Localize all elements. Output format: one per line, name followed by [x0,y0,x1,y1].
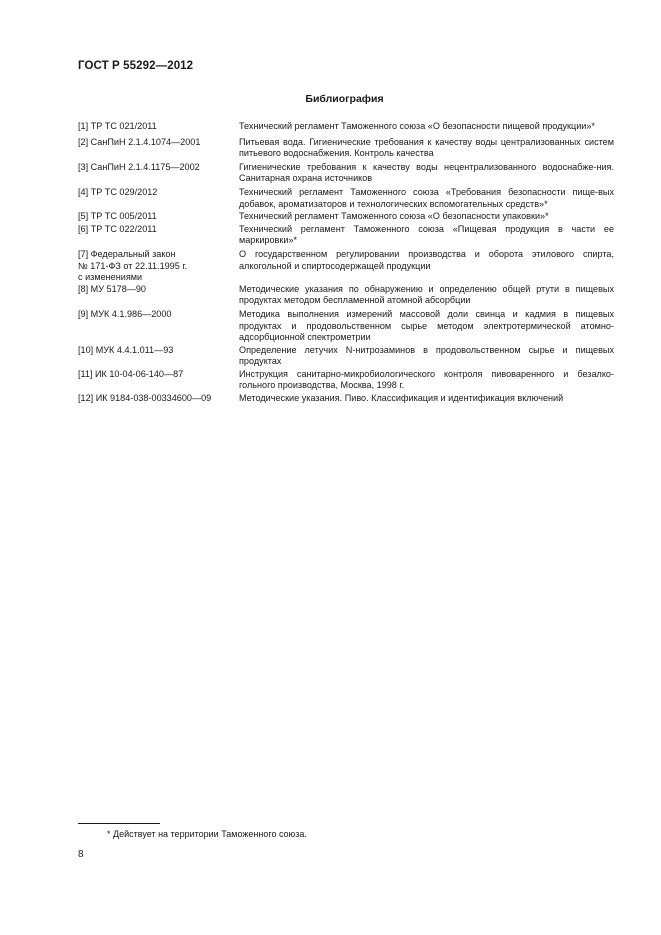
bibliography-entry [78,345,618,368]
page-number: 8 [78,849,84,860]
bibliography-entry [78,393,618,405]
bibliography-entry [78,187,618,210]
entry-reference: [1] ТР ТС 021/2011 [78,121,157,131]
bibliography-entry [78,224,618,247]
bibliography-entry [78,137,618,160]
entry-description: Питьевая вода. Гигиенические требования к качеству воды централизованных систем питьевого водоснабжения. Контроль качества [239,136,614,159]
entry-reference: [11] ИК 10-04-06-140—87 [78,368,184,379]
entry-reference: [5] ТР ТС 005/2011 [78,211,157,222]
bibliography-title: Библиография [305,93,384,105]
bibliography-entry [78,309,618,344]
entry-description: Гигиенические требования к качеству воды нецентрализованного водоснабже-ния. Санитарная охрана источников [239,161,614,184]
bibliography-entry [78,162,618,185]
bibliography-list [78,121,618,405]
bibliography-entry [78,369,618,392]
bibliography-entry [78,284,618,307]
entry-description: О государственном регулировании производства и оборота этилового спирта, алкогольной и спиртосодержащей продукции [239,248,614,271]
entry-reference: [2] СанПиН 2.1.4.1074—2001 [78,136,201,147]
entry-description: Технический регламент Таможенного союза «О безопасности пищевой продукции»* [239,121,595,131]
bibliography-entry [78,249,618,284]
entry-description: Инструкция санитарно-микробиологического контроля пивоваренного и безалко-гольного производства, Москва, 1998 г. [239,368,614,391]
entry-reference: [8] МУ 5178—90 [78,283,146,294]
footnote: * Действует на территории Таможенного союза. [107,829,307,839]
entry-description: Технический регламент Таможенного союза «О безопасности упаковки»* [239,211,549,222]
footnote-separator [78,823,160,824]
entry-description: Определение летучих N-нитрозаминов в продовольственном сырье и пищевых продуктах [239,344,614,367]
bibliography-entry [78,211,618,223]
bibliography-entry [78,121,618,133]
entry-description: Методика выполнения измерений массовой доли свинца и кадмия в пищевых продуктах и продовольственном сырье методом электротермической атомно-адсорбционной спектрометрии [239,308,614,343]
entry-reference: [3] СанПиН 2.1.4.1175—2002 [78,161,200,172]
entry-description: Технический регламент Таможенного союза «Требования безопасности пище-вых добавок, ароматизаторов и технологических вспомогательных средств»* [239,186,614,209]
entry-reference: [12] ИК 9184-038-00334600—09 [78,393,212,404]
entry-description: Методические указания. Пиво. Классификация и идентификация включений [239,393,564,404]
entry-reference: [7] Федеральный закон № 171-ФЗ от 22.11.1995 г. с изменениями [78,248,188,283]
standard-number: ГОСТ Р 55292—2012 [78,60,194,72]
entry-description: Технический регламент Таможенного союза «Пищевая продукция в части ее маркировки»* [239,223,614,246]
entry-reference: [4] ТР ТС 029/2012 [78,186,158,197]
entry-reference: [10] МУК 4.4.1.011—93 [78,344,174,355]
entry-description: Методические указания по обнаружению и определению общей ртути в пищевых продуктах методом беспламенной атомной абсорбции [239,283,614,306]
entry-reference: [9] МУК 4.1.986—2000 [78,308,172,319]
entry-reference: [6] ТР ТС 022/2011 [78,223,157,234]
